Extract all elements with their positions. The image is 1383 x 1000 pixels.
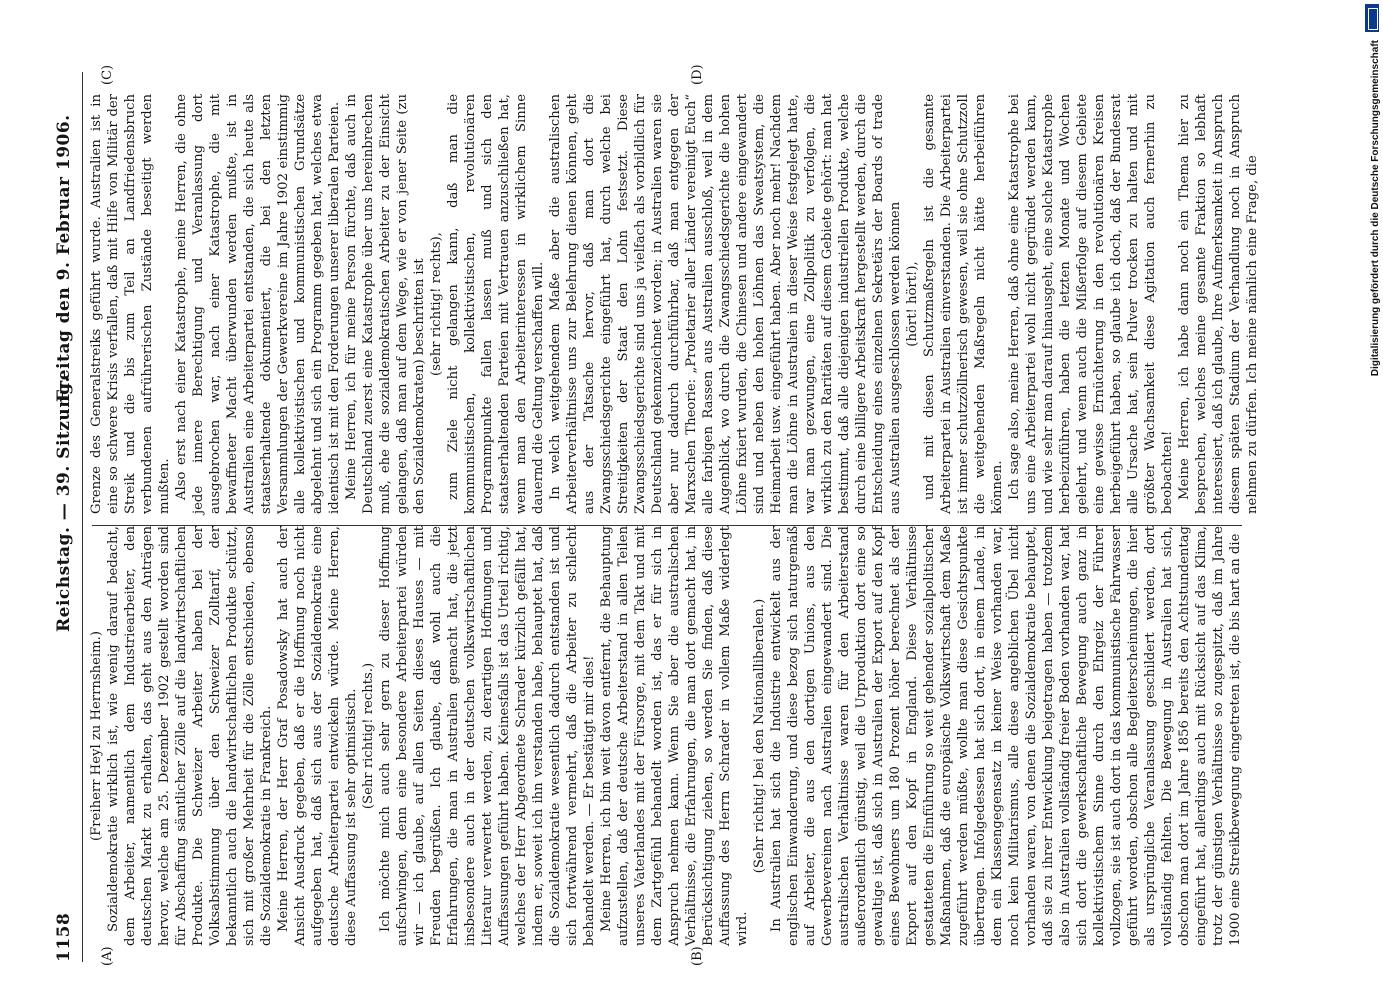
paragraph: (Freiherr Heyl zu Herrnsheim.) <box>89 630 104 842</box>
paragraph: In Australien hat sich die Industrie entwickelt aus der englischen Einwanderung, und diese bezog sich naturgemäß auf Arbeiter, die aus den dortigen Unions, aus den Gewerbevereinen nach Australien eingewandert sind. Die australischen Verhältnisse waren für den Arbeiterstand außerordentlich günstig, weil die Urproduktion dort eine so gewaltige ist, daß sich in Australien der Export auf den Kopf eines Bewohners um 180 Prozent höher berechnet als der Export auf den Kopf in England. Diese Verhältnisse gestatteten die Einführung so weit gehender sozialpolitischer Maßnahmen, daß die europäische Volkswirtschaft dem Maße zugeführt werden müßte, wollte man diese Gesichtspunkte übertragen. Infolgedessen hat sich dort, in einem Lande, in dem ein Klassengegensatz in keiner Weise vorhanden war, noch kein Militarismus, alle diese angeblichen Übel nicht vorhanden waren, von denen die Sozialdemokratie behauptet, daß sie zu ihrer Entwicklung beigetragen haben — trotzdem also in Australien vollständig freier Boden vorhanden war, hat sich dort die gewerkschaftliche Bewegung auch ganz in kollektivistischem Sinne durch den Ehrgeiz der Führer vollzogen, sie ist auch dort in das kommunistische Fahrwasser geführt worden, obschon alle Begleiterscheinungen, die hier als ursprüngliche Veranlassung geschildert werden, dort vollständig fehlten. Die Bewegung in Australien hat sich, obschon man dort im Jahre 1856 bereits den Achtstundentag eingeführt hat, allerdings auch mit Rücksicht auf das Klima, trotz der günstigen Verhältnisse so zugespitzt, daß im Jahre 1900 eine Streikbewegung eingetreten ist, die bis hart an die <box>769 526 1243 946</box>
digitization-note: Digitalisierung gefördert durch die Deutsche Forschungsgemeinschaft <box>1370 40 1381 377</box>
page-header <box>54 82 80 962</box>
left-column <box>88 526 1248 946</box>
paragraph: Meine Herren, ich habe dann noch ein Thema hier zu besprechen, welches meine gesamte Fraktion so lebhaft interessiert, daß ich glaube, Ihre Aufmerksamkeit in Anspruch diesem späten Stadium der Verhandlung noch in Anspruch nehmen zu dürfen. Ich meine nämlich eine Frage, die <box>1177 94 1260 514</box>
margin-mark-d: (D) <box>690 64 705 85</box>
margin-mark-b: (B) <box>690 946 705 966</box>
margin-mark-a: (A) <box>100 946 115 966</box>
paragraph: In welch weitgehendem Maße aber die australischen Arbeiterverhältnisse uns zur Belehrung dienen können, geht aus der Tatsache hervor, daß man dort die Zwangsschiedsgerichte eingeführt hat, durch welche bei Streitigkeiten der Staat den Lohn festsetzt. Diese Zwangsschiedsgerichte sind uns ja vielfach als vorbildlich für Deutschland gekennzeichnet worden; in Australien waren sie aber nur dadurch durchführbar, daß man entgegen der Marxschen Theorie: „Proletarier aller Länder vereinigt Euch“ alle farbigen Rassen aus Australien ausschloß, weil in dem Augenblick, wo durch die Zwangsschiedsgerichte die hohen Löhne fixiert wurden, die Chinesen und andere eingewandert sind und neben den hohen Löhnen das Sweatsystem, die Heimarbeit usw. eingeführt haben. Aber noch mehr! Nachdem man die Löhne in Australien in dieser Weise festgelegt hatte, war man gezwungen, eine Zollpolitik zu verfolgen, die wirklich zu den Raritäten auf diesem Gebiete gehört: man hat bestimmt, daß alle diejenigen industriellen Produkte, welche durch eine billigere Arbeitskraft hergestellt werden, durch die Entscheidung eines einzelnen Sekretärs der Boards of trade aus Australien ausgeschlossen werden können <box>548 94 903 514</box>
paragraph: (hört! hört!), <box>905 261 920 347</box>
paragraph: Meine Herren, der Herr Graf Posadowsky hat auch der Ansicht Ausdruck gegeben, daß er die Hoffnung noch nicht aufgegeben hat, daß sich aus der Sozialdemokratie eine deutsche Arbeiterpartei entwickeln würde. Meine Herren, diese Auffassung ist sehr optimistisch. <box>276 526 359 946</box>
header-rule <box>82 72 83 962</box>
paragraph: Meine Herren, ich bin weit davon entfernt, die Behauptung aufzustellen, daß der deutsche Arbeiterstand in allen Teilen unseres Vaterlandes mit der Fürsorge, mit dem Takt und mit dem Zartgefühl behandelt worden ist, das er für sich in Anspruch nehmen kann. Wenn Sie aber die australischen Verhältnisse, die Erfahrungen, die man dort gemacht hat, in Berücksichtigung ziehen, so werden Sie finden, daß diese Auffassung des Herrn Schrader in vollem Maße widerlegt wird. <box>599 526 750 946</box>
paragraph: (Sehr richtig! bei den Nationalliberalen.) <box>752 598 767 874</box>
dfg-logo <box>1365 4 1379 32</box>
right-column <box>88 94 1260 514</box>
paragraph: zum Ziele nicht gelangen kann, daß man die kommunistischen, kollektivistischen, revolutionären Programmpunkte fallen lassen muß und sich den staatserhaltenden Parteien mit Vertrauen anzuschließen hat, wenn man den Arbeiterinteressen in wirklichem Sinne dauernd die Geltung verschaffen will. <box>446 94 546 514</box>
paragraph: (sehr richtig! rechts), <box>429 232 444 376</box>
paragraph: Grenze des Generalstreiks geführt wurde. Australien ist in eine so schwere Krisis verfallen, daß mit Hilfe von Militär der Streik und die bis zum Teil an Landfriedensbruch verbundenen aufrührerischen Zustände beseitigt werden mußten. <box>89 94 172 514</box>
paragraph: Meine Herren, ich für meine Person fürchte, daß auch in Deutschland zuerst eine Katastrophe über uns hereinbrechen muß, ehe die sozialdemokratischen Arbeiter zu der Einsicht gelangen, daß man auf dem Wege, wie er von jener Seite (zu den Sozialdemokraten) beschritten ist <box>344 94 427 514</box>
paragraph: (Sehr richtig! rechts.) <box>361 662 376 810</box>
paragraph: und mit diesen Schutzmaßregeln ist die gesamte Arbeiterpartei in Australien einverstanden. Die Arbeiterpartei ist immer schutzzöllnerisch gewesen, weil sie ohne Schutzzoll die weitgehenden Maßregeln nicht hätte herbeiführen können. <box>922 94 1005 514</box>
paragraph: Ich möchte mich auch sehr gern zu dieser Hoffnung aufschwingen, denn eine besondere Arbeiterpartei würden wir — ich glaube, auf allen Seiten dieses Hauses — mit Freuden begrüßen. Ich glaube, daß wohl auch die Erfahrungen, die man in Australien gemacht hat, die jetzt insbesondere auch in der deutschen volkswirtschaftlichen Literatur verwertet werden, zu derartigen Hoffnungen und Auffassungen geführt haben. Keinesfalls ist das Urteil richtig, welches der Herr Abgeordnete Schrader kürzlich gefällt hat, indem er, soweit ich ihn verstanden habe, behauptet hat, daß die Sozialdemokratie wesentlich dadurch entstanden ist und sich fortwährend vermehrt, daß die Arbeiter zu schlecht behandelt werden. — Er bestätigt mir dies! <box>378 526 597 946</box>
paragraph: Sozialdemokratie wirklich ist, wie wenig darauf bedacht, dem Arbeiter, namentlich dem Industriearbeiter, den deutschen Markt zu erhalten, das geht aus den Anträgen hervor, welche am 25. Dezember 1902 gestellt worden sind für Abschaffung sämtlicher Zölle auf die landwirtschaftlichen Produkte. Die Schweizer Arbeiter haben bei der Volksabstimmung über den Schweizer Zolltarif, der bekanntlich auch die landwirtschaftlichen Produkte schützt, sich mit großer Mehrheit für die Zölle entschieden, ebenso die Sozialdemokratie in Frankreich. <box>106 526 274 946</box>
session-title: Reichstag. — 39. Sitzung. <box>54 376 74 632</box>
margin-mark-c: (C) <box>100 64 115 85</box>
column-divider <box>92 525 1242 526</box>
paragraph: Ich sage also, meine Herren, daß ohne eine Katastrophe bei uns eine Arbeiterpartei wohl nicht gegründet werden kann, und wie sehr man darauf hinausgeht, eine solche Katastrophe herbeizuführen, haben die letzten Monate und Wochen gelehrt, und wenn auch die Mißerfolge auf diesem Gebiete eine gewisse Ernüchterung in den revolutionären Kreisen herbeigeführt haben, so glaube ich doch, daß der Bundesrat alle Ursache hat, sein Pulver trocken zu halten und mit größter Wachsamkeit diese Agitation auch fernerhin zu beobachten! <box>1007 94 1175 514</box>
paragraph: Also erst nach einer Katastrophe, meine Herren, die ohne jede innere Berechtigung und Veranlassung dort ausgebrochen war, nach einer Katastrophe, die mit bewaffneter Macht überwunden werden mußte, ist in Australien eine Arbeiterpartei entstanden, die sich heute als staatserhaltende dokumentiert, die bei den letzten Versammlungen der Gewerkvereine im Jahre 1902 einstimmig alle kollektivistischen und kommunistischen Grundsätze abgelehnt und sich ein Programm gegeben hat, welches etwa identisch ist mit den Forderungen unserer liberalen Parteien. <box>174 94 342 514</box>
page-number: 1158 <box>54 912 74 962</box>
session-date: Freitag den 9. Februar 1906. <box>54 114 74 402</box>
